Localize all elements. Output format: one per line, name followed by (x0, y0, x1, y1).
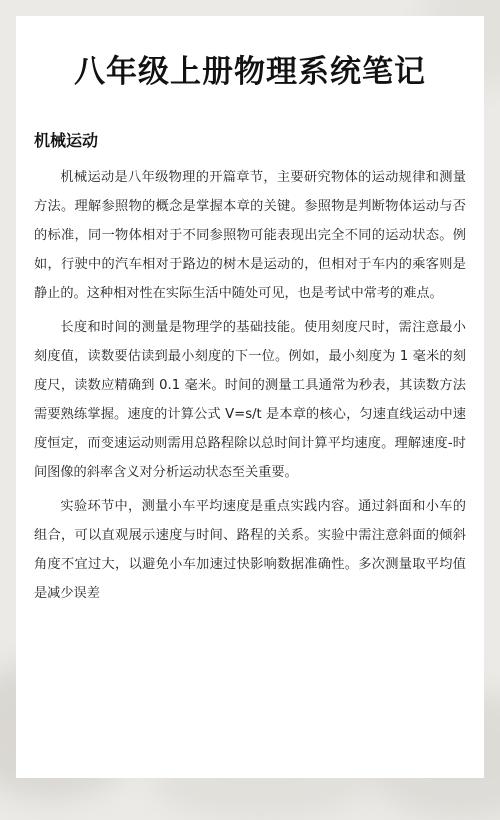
section-heading: 机械运动 (34, 131, 99, 150)
paragraph-measurement-speed: 长度和时间的测量是物理学的基础技能。使用刻度尺时，需注意最小刻度值，读数要估读到最小刻度的下一位。例如，最小刻度为 1 毫米的刻度尺，读数应精确到 0.1 毫米。时间的测量工具通常为秒表，其读数方法需要熟练掌握。速度的计算公式 V=s/t 是本章的核心，匀速直线运动中速度恒定，而变速运动则需用总路程除以总时间计算平均速度。理解速度-时间图像的斜率含义对分析运动状态至关重要。 (34, 320, 466, 480)
document-title: 八年级上册物理系统笔记 (74, 54, 426, 90)
paragraph-experiment: 实验环节中，测量小车平均速度是重点实践内容。通过斜面和小车的组合，可以直观展示速度与时间、路程的关系。实验中需注意斜面的倾斜角度不宜过大，以避免小车加速过快影响数据准确性。多次测量取平均值是减少误差 (34, 499, 466, 601)
note-sheet (16, 16, 484, 778)
paragraph-reference-frame: 机械运动是八年级物理的开篇章节，主要研究物体的运动规律和测量方法。理解参照物的概念是掌握本章的关键。参照物是判断物体运动与否的标准，同一物体相对于不同参照物可能表现出完全不同的运动状态。例如，行驶中的汽车相对于路边的树木是运动的，但相对于车内的乘客则是静止的。这种相对性在实际生活中随处可见，也是考试中常考的难点。 (34, 170, 466, 301)
